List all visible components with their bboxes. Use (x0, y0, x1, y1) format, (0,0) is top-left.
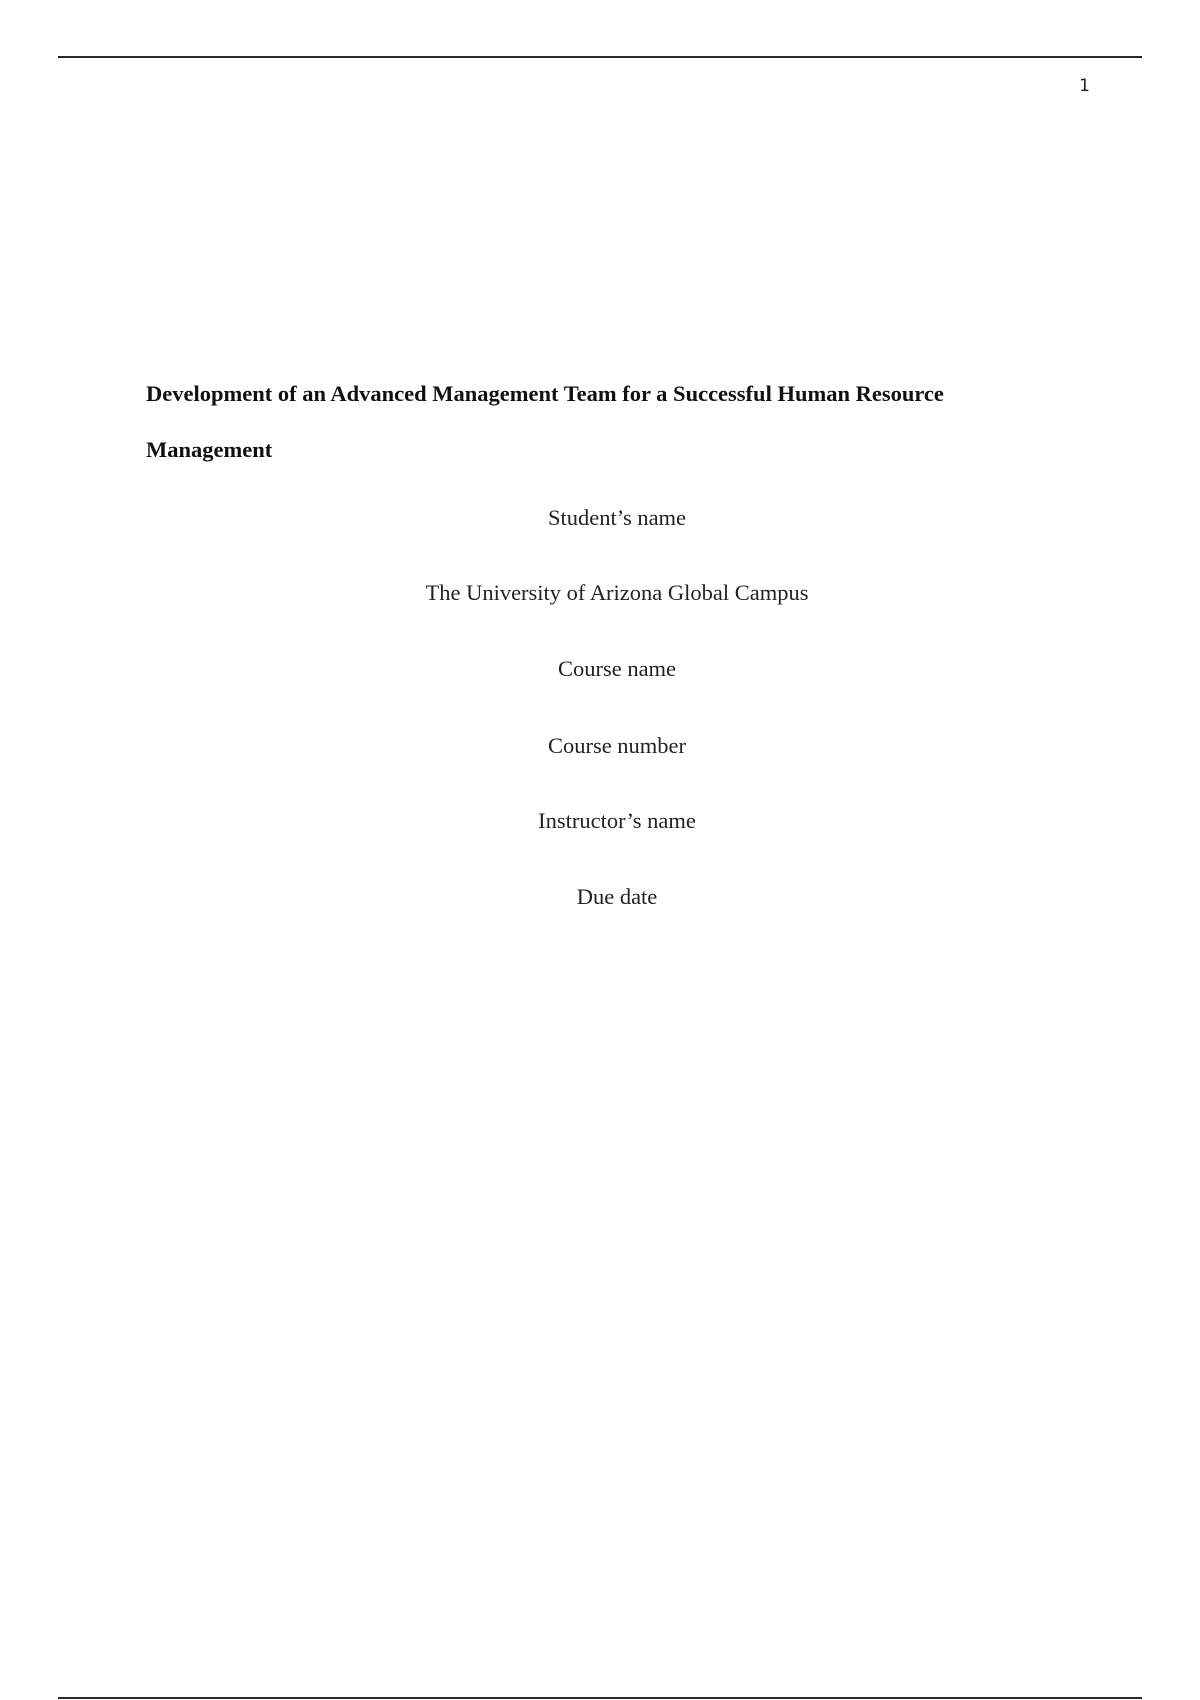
paper-title (146, 366, 1076, 478)
paper-title-line-1: Development of an Advanced Management Team for a Successful Human Resource (146, 381, 944, 406)
student-name: Student’s name (547, 505, 687, 530)
institution-name: The University of Arizona Global Campus (425, 580, 809, 605)
footer-rule (58, 1697, 1142, 1699)
course-number: Course number (547, 733, 687, 758)
due-date: Due date (576, 884, 658, 909)
instructor-name: Instructor’s name (538, 808, 696, 833)
page-number: 1 (1079, 76, 1090, 96)
header-rule (58, 56, 1142, 58)
course-name: Course name (557, 656, 677, 681)
paper-title-line-2: Management (146, 437, 273, 462)
